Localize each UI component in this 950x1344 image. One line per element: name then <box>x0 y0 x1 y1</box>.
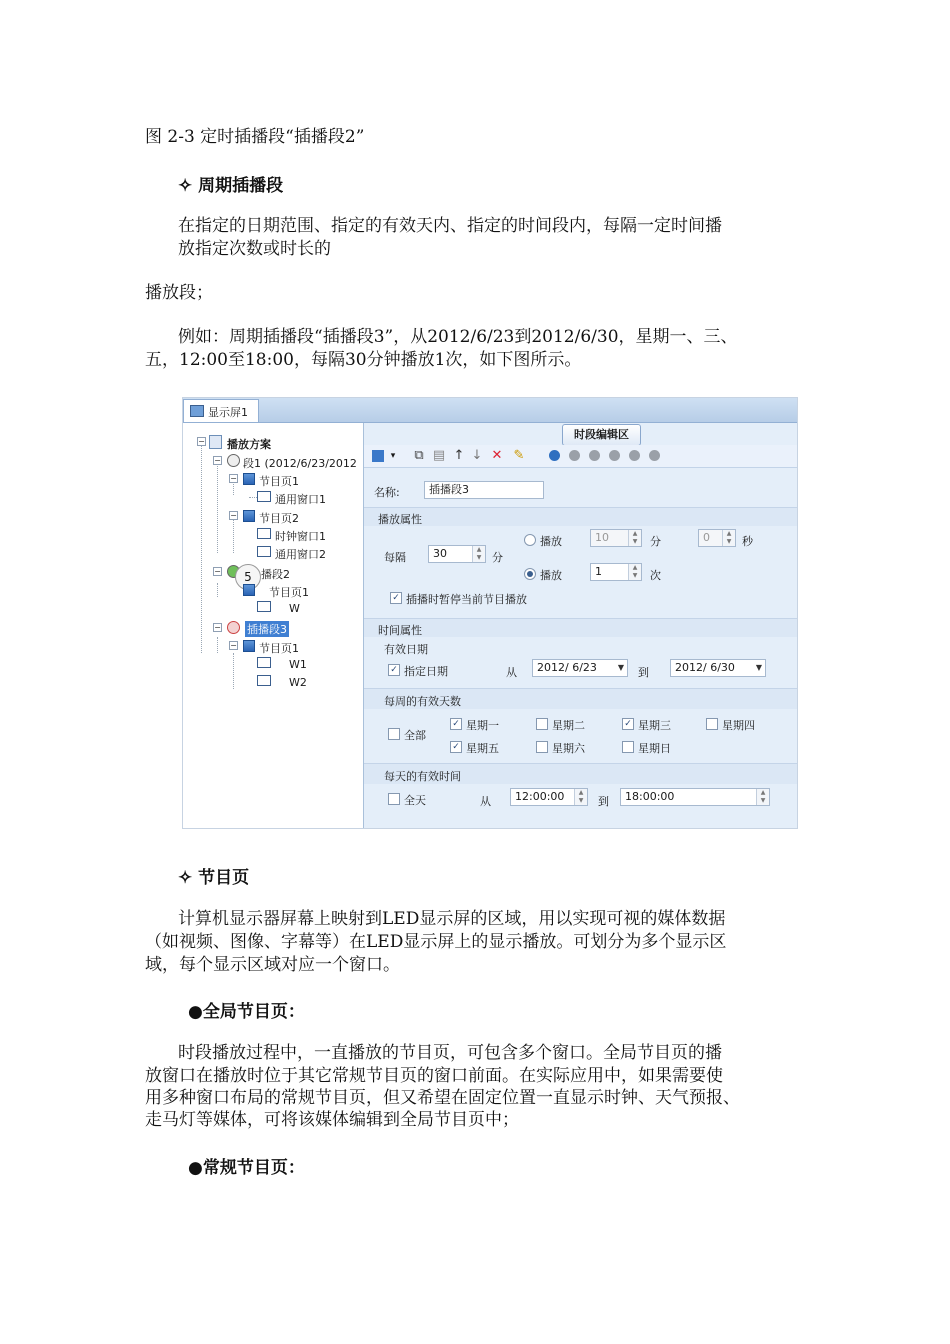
weekly-days-header <box>364 688 798 709</box>
checkbox-label: 星期日 <box>638 742 671 755</box>
interval-input[interactable] <box>428 545 486 563</box>
spinner-icon[interactable]: ▲ ▼ <box>628 530 641 546</box>
checkbox-label: 星期四 <box>722 719 755 732</box>
editor-title: 时段编辑区 <box>562 424 641 446</box>
play-times-value: 1 <box>595 565 602 578</box>
tab-label: 显示屏1 <box>208 406 248 419</box>
collapse-icon[interactable]: − <box>230 641 237 650</box>
section-title: 每天的有效时间 <box>384 770 461 783</box>
tree-node-page1[interactable]: 节目页1 <box>269 586 309 599</box>
play-minutes-value: 10 <box>595 531 609 544</box>
paste-icon[interactable]: ▤ <box>432 448 446 463</box>
name-input[interactable]: 插播段3 <box>424 481 544 499</box>
time-from-input[interactable] <box>510 788 588 806</box>
collapse-icon[interactable]: − <box>214 456 221 465</box>
tree-node-segment1[interactable]: 段1 (2012/6/23/2012 <box>243 457 357 470</box>
window-icon <box>257 546 271 557</box>
plan-icon <box>209 435 222 449</box>
checkbox-label: 全部 <box>404 729 426 742</box>
spinner-icon[interactable]: ▲ ▼ <box>628 564 641 580</box>
thursday-checkbox[interactable] <box>706 718 718 730</box>
all-day-checkbox[interactable] <box>388 793 400 805</box>
date-from-select[interactable] <box>532 659 628 677</box>
tuesday-checkbox[interactable] <box>536 718 548 730</box>
sunday-checkbox[interactable] <box>622 741 634 753</box>
play-seconds-value: 0 <box>703 531 710 544</box>
software-screenshot <box>182 397 798 829</box>
checkbox-label: 星期六 <box>552 742 585 755</box>
dropdown-arrow-icon[interactable]: ▼ <box>755 663 762 672</box>
pause-icon[interactable] <box>569 450 580 461</box>
program-page-icon <box>243 473 255 485</box>
section-title: 有效日期 <box>384 643 428 656</box>
delete-icon[interactable]: ✕ <box>491 448 503 463</box>
badge-number: 5 <box>235 564 261 590</box>
saturday-checkbox[interactable] <box>536 741 548 753</box>
copy-icon[interactable]: ⧉ <box>414 448 424 463</box>
unit-label: 秒 <box>742 535 753 548</box>
spinner-icon[interactable]: ▲ ▼ <box>472 546 485 562</box>
specify-date-checkbox[interactable]: ✓ <box>388 664 400 676</box>
time-properties-header <box>364 618 798 637</box>
window-icon <box>257 675 271 686</box>
tree-node-window[interactable]: W2 <box>289 676 307 689</box>
monday-checkbox[interactable]: ✓ <box>450 718 462 730</box>
collapse-icon[interactable]: − <box>198 437 205 446</box>
paragraph-line: 用多种窗口布局的常规节目页，但又希望在固定位置一直显示时钟、天气预报、 <box>145 1088 740 1108</box>
segment-editor <box>364 423 798 829</box>
checkbox-label: 星期五 <box>466 742 499 755</box>
unit-label: 分 <box>650 535 661 548</box>
paragraph-line: 播放段； <box>145 283 213 303</box>
pause-current-checkbox[interactable]: ✓ <box>390 592 402 604</box>
move-down-icon[interactable]: ↓ <box>471 448 483 463</box>
heading-periodic-insert: ✧ 周期插播段 <box>178 176 284 196</box>
editor-toolbar <box>364 445 798 468</box>
radio-play-duration[interactable] <box>524 534 536 546</box>
tree-node-window[interactable]: 通用窗口1 <box>275 493 326 506</box>
tab-bar <box>183 398 798 423</box>
time-to-input[interactable] <box>620 788 770 806</box>
checkbox-label: 插播时暂停当前节目播放 <box>406 593 527 606</box>
tree-node-segment3-selected[interactable]: 插播段3 <box>247 623 287 636</box>
collapse-icon[interactable]: − <box>230 511 237 520</box>
paragraph-line: 走马灯等媒体，可将该媒体编辑到全局节目页中； <box>145 1110 519 1130</box>
checkbox-label: 全天 <box>404 794 426 807</box>
time-from-value: 12:00:00 <box>515 790 565 803</box>
tree-node-page1[interactable]: 节目页1 <box>259 642 299 655</box>
tree-node-segment2[interactable]: 播段2 <box>261 568 290 581</box>
heading-program-page: ✧ 节目页 <box>178 868 250 888</box>
tree-node-page1[interactable]: 节目页1 <box>259 475 299 488</box>
section-title: 每周的有效天数 <box>384 695 461 708</box>
spinner-icon[interactable]: ▲ ▼ <box>574 789 587 805</box>
stop-icon[interactable] <box>629 450 640 461</box>
section-title: 播放属性 <box>378 513 422 526</box>
play-properties-header <box>364 507 798 526</box>
spinner-icon[interactable]: ▲ ▼ <box>756 789 769 805</box>
checkbox-label: 指定日期 <box>404 665 448 678</box>
interval-label: 每隔 <box>384 551 406 564</box>
spinner-icon[interactable]: ▲ ▼ <box>722 530 735 546</box>
name-label: 名称: <box>374 486 400 499</box>
date-to-select[interactable] <box>670 659 766 677</box>
stop-icon[interactable] <box>649 450 660 461</box>
from-label: 从 <box>506 666 517 679</box>
checkbox-label: 星期三 <box>638 719 671 732</box>
window-icon <box>257 657 271 668</box>
paragraph-line: 放窗口在播放时位于其它常规节目页的窗口前面。在实际应用中，如果需要使 <box>145 1066 723 1086</box>
daily-time-header <box>364 763 798 784</box>
time-to-value: 18:00:00 <box>625 790 675 803</box>
add-page-icon[interactable] <box>372 450 384 462</box>
tree-node-window[interactable]: 通用窗口2 <box>275 548 326 561</box>
radio-label: 播放 <box>540 535 562 548</box>
play-seconds-input[interactable] <box>698 529 736 547</box>
play-times-input[interactable] <box>590 563 642 581</box>
paragraph-line: 计算机显示器屏幕上映射到LED显示屏的区域，用以实现可视的媒体数据 <box>178 909 726 929</box>
window-icon <box>257 601 271 612</box>
heading-global-page: ●全局节目页： <box>188 1002 305 1022</box>
collapse-icon[interactable]: − <box>230 474 237 483</box>
radio-play-times[interactable] <box>524 568 536 580</box>
paragraph-line: 例如：周期插播段“插播段3”，从2012/6/23到2012/6/30，星期一、三、 <box>178 327 738 347</box>
checkbox-label: 星期二 <box>552 719 585 732</box>
tree-node-plan[interactable]: 播放方案 <box>227 438 271 451</box>
dropdown-icon[interactable]: ▾ <box>390 451 396 461</box>
paragraph-line: 域，每个显示区域对应一个窗口。 <box>145 955 400 975</box>
paragraph-line: 时段播放过程中，一直播放的节目页，可包含多个窗口。全局节目页的播 <box>178 1043 722 1063</box>
heading-regular-page: ●常规节目页： <box>188 1158 305 1178</box>
paragraph-line: （如视频、图像、字幕等）在LED显示屏上的显示播放。可划分为多个显示区 <box>145 932 727 952</box>
tree-node-window[interactable]: W <box>289 602 300 615</box>
edit-icon[interactable]: ✎ <box>513 448 525 463</box>
section-title: 时间属性 <box>378 624 422 637</box>
all-days-checkbox[interactable] <box>388 728 400 740</box>
program-page-icon <box>243 584 255 596</box>
to-label: 到 <box>598 795 609 808</box>
dropdown-arrow-icon[interactable]: ▼ <box>617 663 624 672</box>
insert-segment-icon <box>227 621 240 634</box>
window-icon <box>257 491 271 502</box>
checkbox-label: 星期一 <box>466 719 499 732</box>
from-label: 从 <box>480 795 491 808</box>
pause-icon[interactable] <box>609 450 620 461</box>
play-icon[interactable] <box>549 450 560 461</box>
stop-icon[interactable] <box>589 450 600 461</box>
tab-display-screen[interactable] <box>183 399 259 422</box>
play-minutes-input[interactable] <box>590 529 642 547</box>
clock-icon <box>227 454 240 467</box>
collapse-icon[interactable]: − <box>214 567 221 576</box>
date-from-value: 2012/ 6/23 <box>537 661 597 674</box>
date-to-value: 2012/ 6/30 <box>675 661 735 674</box>
program-page-icon <box>243 510 255 522</box>
collapse-icon[interactable]: − <box>214 623 221 632</box>
interval-value: 30 <box>433 547 447 560</box>
wednesday-checkbox[interactable]: ✓ <box>622 718 634 730</box>
tree-node-window[interactable]: W1 <box>289 658 307 671</box>
unit-label: 分 <box>492 551 503 564</box>
paragraph-line: 放指定次数或时长的 <box>178 239 331 259</box>
valid-date-header <box>364 637 798 655</box>
friday-checkbox[interactable]: ✓ <box>450 741 462 753</box>
tree-node-window[interactable]: 时钟窗口1 <box>275 530 326 543</box>
monitor-icon <box>190 405 204 417</box>
move-up-icon[interactable]: ↑ <box>453 448 465 463</box>
window-icon <box>257 528 271 539</box>
program-tree <box>183 423 364 829</box>
tree-node-page2[interactable]: 节目页2 <box>259 512 299 525</box>
unit-label: 次 <box>650 569 661 582</box>
to-label: 到 <box>638 666 649 679</box>
program-page-icon <box>243 640 255 652</box>
radio-label: 播放 <box>540 569 562 582</box>
paragraph-line: 五，12:00至18:00，每隔30分钟播放1次，如下图所示。 <box>145 350 582 370</box>
paragraph-line: 在指定的日期范围、指定的有效天内、指定的时间段内，每隔一定时间播 <box>178 216 722 236</box>
figure-caption: 图 2-3 定时插播段“插播段2” <box>145 127 365 147</box>
